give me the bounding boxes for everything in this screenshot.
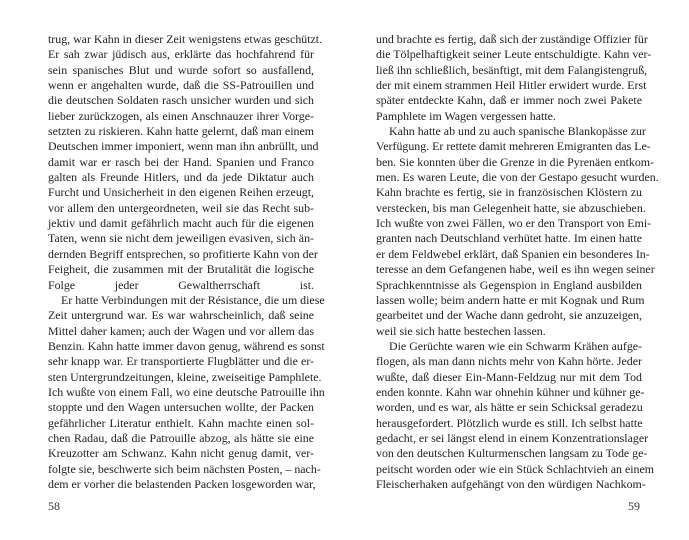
- text-line: dem er vorher die belastenden Packen losgeworden war,: [48, 476, 316, 491]
- left-page-text: [48, 32, 325, 492]
- text-line: setzten zu riskieren. Kahn hatte gelernt, daß man einem: [48, 124, 314, 139]
- text-line: peitscht worden oder wie ein Stück Schlachtvieh an einem: [376, 461, 655, 476]
- text-line: sein spanisches Blut und wurde sofort so ausfallend,: [48, 62, 314, 77]
- text-line: Mittel daher kamen; auch der Wagen und vor allem das: [48, 323, 314, 338]
- text-line: die Tölpelhaftigkeit seiner Leute entschuldigte. Kahn ver-: [376, 47, 652, 62]
- text-line: granten nach Deutschland verhütet hatte. Im einen hatte: [376, 231, 642, 246]
- right-page-text: [376, 32, 659, 492]
- text-line: galten als Freunde Hitlers, und da jede Diktatur auch: [48, 170, 314, 185]
- text-line: Folge jeder Gewaltherrschaft ist.: [48, 277, 314, 292]
- text-line: die deutschen Soldaten rasch unsicher wurden und sich: [48, 93, 314, 108]
- text-line: Feigheit, die zusammen mit der Brutalität die logische: [48, 262, 314, 277]
- text-line: gearbeitet und der Wache dann gedroht, sie anzuzeigen,: [376, 308, 642, 323]
- text-line: Furcht und Unsicherheit in den eigenen Reihen erzeugt,: [48, 185, 314, 200]
- text-line: chen Radau, daß die Patrouille abzog, als hätte sie eine: [48, 430, 314, 445]
- paragraph: [376, 124, 659, 339]
- text-line: folgte sie, beschwerte sich beim nächsten Posten, – nach-: [48, 461, 321, 476]
- text-line: ben. Sie konnten über die Grenze in die Pyrenäen entkom-: [376, 154, 655, 169]
- text-line: damit war er rasch bei der Hand. Spanien und Franco: [48, 154, 314, 169]
- text-line: flogen, als man dann nichts mehr von Kahn hörte. Jeder: [376, 354, 642, 369]
- text-line: enden konnte. Kahn war ohnehin kühner und kühner ge-: [376, 384, 645, 399]
- text-line: herausgefordert. Plötzlich wurde es still. Ich selbst hatte: [376, 415, 643, 430]
- page-number-right: 59: [628, 499, 640, 513]
- text-line: Taten, wenn sie nicht dem jeweiligen evasiven, sich än-: [48, 231, 314, 246]
- text-line: sten Untergrundzeitungen, kleine, zweiseitige Pamphlete.: [48, 369, 322, 384]
- paragraph: [48, 292, 325, 492]
- text-line: dernden Begriff entsprechen, so profitierte Kahn von der: [48, 246, 318, 261]
- text-line: Pamphlete im Wagen vergessen hatte.: [376, 108, 556, 123]
- text-line: Zeit untergrund war. Es war wahrscheinlich, daß seine: [48, 308, 314, 323]
- text-line: von den deutschen Kulturmenschen langsam zu Tode ge-: [376, 446, 648, 461]
- text-line: sehr knapp war. Er transportierte Flugblätter und die er-: [48, 354, 314, 369]
- text-line: der mit einem strammen Heil Hitler erwidert wurde. Erst: [376, 78, 647, 93]
- paragraph: [48, 32, 323, 293]
- text-line: Er sah zwar jüdisch aus, erklärte das hochfahrend für: [48, 47, 314, 62]
- text-line: Kahn hatte ab und zu auch spanische Blankopässe zur: [389, 124, 646, 139]
- text-line: vor allem den untergeordneten, weil sie das Recht sub-: [48, 200, 314, 215]
- text-line: Kahn brachte es fertig, sie in französischen Klöstern zu: [376, 185, 642, 200]
- text-line: Die Gerüchte waren wie ein Schwarm Krähen aufge-: [389, 338, 642, 353]
- text-line: Er hatte Verbindungen mit der Résistance, die um diese: [61, 292, 325, 307]
- text-line: wenn er angehalten wurde, daß die SS-Patrouillen und: [48, 78, 314, 93]
- text-line: lassen wolle; beim andern hatte er mit Kognak und Rum: [376, 292, 645, 307]
- page-number-left: 58: [48, 499, 60, 513]
- paragraph: [376, 32, 652, 124]
- text-line: worden, und es war, als hätte er sein Schicksal geradezu: [376, 400, 643, 415]
- text-line: trug, war Kahn in dieser Zeit wenigstens etwas geschützt.: [48, 32, 323, 46]
- text-line: teresse an dem Gefangenen habe, weil es ihn wegen seiner: [376, 262, 655, 277]
- text-line: gedacht, er sei längst elend in einem Konzentrationslager: [376, 430, 649, 445]
- text-line: verstecken, bis man Gelegenheit hatte, sie abzuschieben.: [376, 200, 646, 215]
- text-line: später entdeckte Kahn, daß er immer noch zwei Pakete: [376, 93, 642, 108]
- text-line: stoppte und den Wagen untersuchen wollte, der Packen: [48, 400, 314, 415]
- text-line: weil sie sich hatte bestechen lassen.: [376, 323, 546, 338]
- text-line: und brachte es fertig, daß sich der zuständige Offizier für: [376, 32, 648, 46]
- text-line: er dem Feldwebel erklärt, daß Spanien ein besonderes In-: [376, 246, 650, 261]
- text-line: Fleischerhaken aufgehängt von den würdigen Nachkom-: [376, 476, 646, 491]
- text-line: jektiv und damit gefährlich macht auch für die eigenen: [48, 216, 314, 231]
- paragraph: [376, 338, 655, 492]
- text-line: Ich wußte von einem Fall, wo eine deutsche Patrouille ihn: [48, 384, 325, 399]
- text-line: Deutschen immer imponiert, wenn man ihn anbrüllt, und: [48, 139, 319, 154]
- text-line: Kreuzotter am Schwanz. Kahn nicht genug damit, ver-: [48, 446, 314, 461]
- text-line: Ich wußte von zwei Fällen, wo er den Transport von Emi-: [376, 216, 652, 231]
- text-line: lieber zurückzogen, als einen Anschnauzer ihrer Vorge-: [48, 108, 314, 123]
- text-line: Benzin. Kahn hatte immer davon genug, während es sonst: [48, 338, 325, 353]
- text-line: ließ ihn schließlich, besänftigt, mit dem Falangistengruß,: [376, 62, 648, 77]
- text-line: Sprachkenntnisse als Gegenspion in England ausbilden: [376, 277, 642, 292]
- text-line: gefährlicher Literatur enthielt. Kahn machte einen sol-: [48, 415, 314, 430]
- text-line: Verfügung. Er rettete damit mehreren Emigranten das Le-: [376, 139, 651, 154]
- text-line: wußte, daß dieser Ein-Mann-Feldzug nur mit dem Tod: [376, 369, 642, 384]
- text-line: men. Es waren Leute, die von der Gestapo gesucht wurden.: [376, 170, 659, 185]
